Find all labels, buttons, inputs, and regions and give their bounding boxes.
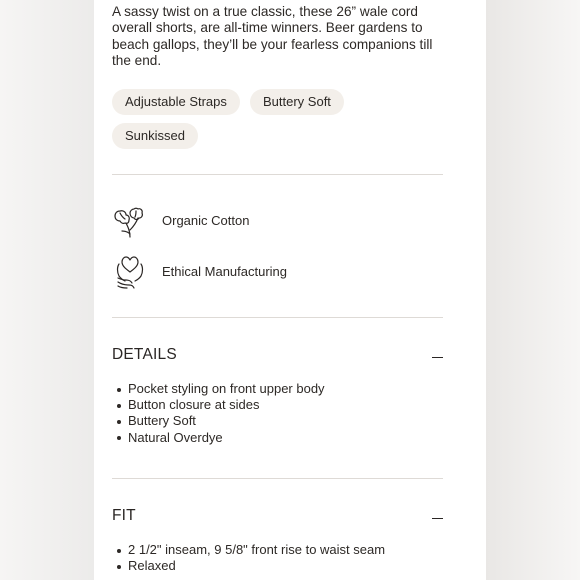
list-item: Buttery Soft	[112, 413, 325, 429]
tag-sunkissed: Sunkissed	[112, 123, 198, 149]
heart-hands-icon	[112, 252, 148, 292]
background-right	[486, 0, 580, 580]
divider	[112, 174, 443, 175]
list-item: 2 1/2" inseam, 9 5/8" front rise to waist seam	[112, 542, 385, 558]
fit-title: FIT	[112, 507, 136, 524]
feature-label: Organic Cotton	[162, 213, 250, 228]
list-item: Button closure at sides	[112, 397, 325, 413]
product-description: A sassy twist on a true classic, these 26” wale cord overall shorts, are all-time winners. Beer gardens to beach gallops, they’ll be your fearless companions till the end.	[112, 4, 433, 69]
background-left	[0, 0, 94, 580]
divider	[112, 478, 443, 479]
minus-icon[interactable]	[432, 518, 443, 519]
product-info-panel	[94, 0, 486, 580]
details-title: DETAILS	[112, 346, 177, 363]
details-list	[112, 381, 325, 446]
fit-list	[112, 542, 385, 574]
tag-adjustable-straps: Adjustable Straps	[112, 89, 240, 115]
minus-icon[interactable]	[432, 357, 443, 358]
cotton-plant-icon	[112, 201, 148, 241]
list-item: Natural Overdye	[112, 430, 325, 446]
feature-label: Ethical Manufacturing	[162, 264, 288, 279]
list-item: Pocket styling on front upper body	[112, 381, 325, 397]
list-item: Relaxed	[112, 558, 385, 574]
divider	[112, 317, 443, 318]
tag-buttery-soft: Buttery Soft	[250, 89, 344, 115]
